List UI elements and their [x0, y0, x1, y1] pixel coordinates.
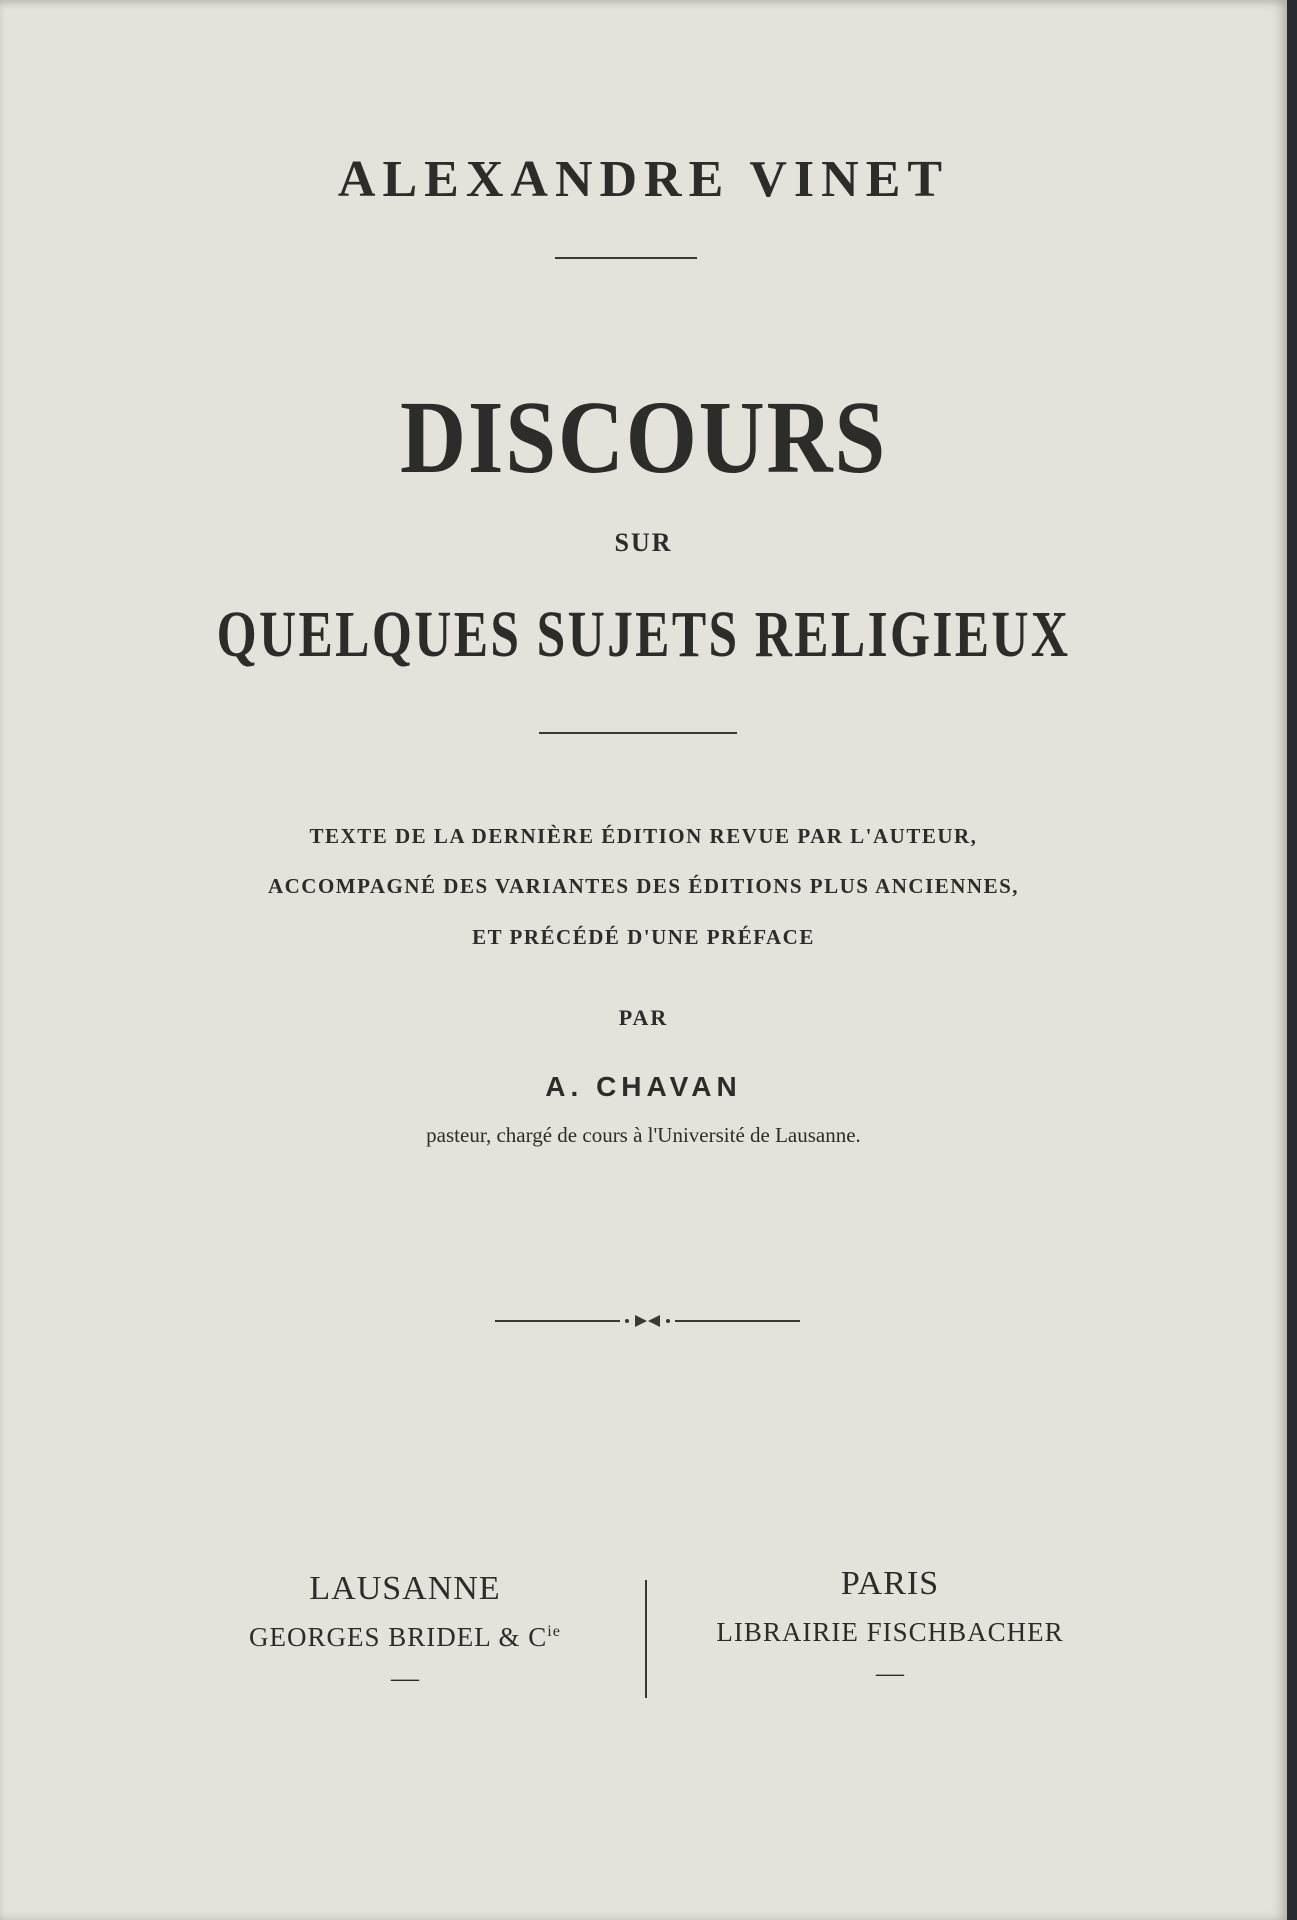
- title-connector: SUR: [614, 528, 673, 557]
- ornament-divider: [495, 1311, 800, 1331]
- house-suffix: ie: [547, 1622, 561, 1640]
- editor-name: A. CHAVAN: [545, 1071, 742, 1102]
- publisher-divider: [645, 1580, 647, 1698]
- description-line-2: ACCOMPAGNÉ DES VARIANTES DES ÉDITIONS PLUS ANCIENNES,: [267, 874, 1020, 898]
- description-line-1: TEXTE DE LA DERNIÈRE ÉDITION REVUE PAR L'AUTEUR,: [309, 824, 978, 848]
- book-subtitle: QUELQUES SUJETS RELIGIEUX: [216, 598, 1071, 671]
- publisher-house-fischbacher: LIBRAIRIE FISCHBACHER: [716, 1617, 1064, 1647]
- publisher-paris: [690, 1565, 1090, 1690]
- by-label: PAR: [618, 1005, 669, 1030]
- subtitle-rule: [539, 732, 737, 734]
- author-rule: [555, 257, 697, 259]
- editor-role: pasteur, chargé de cours à l'Université de Lausanne.: [426, 1123, 861, 1147]
- publisher-dash-right: —: [876, 1658, 904, 1689]
- publisher-dash-left: —: [391, 1663, 419, 1694]
- book-title: DISCOURS: [399, 380, 888, 495]
- publisher-city-paris: PARIS: [840, 1565, 940, 1602]
- description-line-3: ET PRÉCÉDÉ D'UNE PRÉFACE: [472, 925, 815, 949]
- author-name: ALEXANDRE VINET: [337, 151, 950, 208]
- publisher-lausanne: [205, 1570, 605, 1695]
- publisher-house-bridel: GEORGES BRIDEL & $C^{ie}$: [249, 1622, 561, 1652]
- publisher-city-lausanne: LAUSANNE: [309, 1570, 501, 1607]
